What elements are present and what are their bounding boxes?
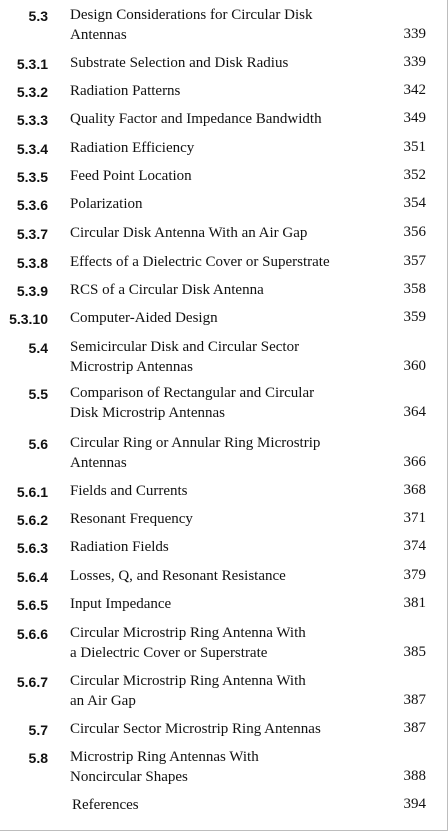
page-number: 381 [403,595,426,611]
section-number: 5.3.3 [16,112,48,128]
section-number: 5.6.6 [16,626,48,642]
section-number: 5.3.10 [9,311,48,327]
section-number: 5.3.2 [16,84,48,100]
section-title: Design Considerations for Circular Disk Antennas [70,7,313,43]
section-number: 5.3.1 [16,56,48,72]
section-number: 5.3.4 [16,141,48,157]
section-title: Polarization [70,196,143,212]
section-number: 5.6.3 [16,540,48,556]
section-title: RCS of a Circular Disk Antenna [70,282,264,298]
section-title: References [72,797,139,813]
section-title: Microstrip Ring Antennas With Noncircular Shapes [70,749,259,785]
page-number: 387 [403,720,426,736]
page-number: 388 [403,768,426,784]
section-number: 5.3.9 [16,283,48,299]
section-title: Effects of a Dielectric Cover or Superstrate [70,254,330,270]
page-number: 342 [403,82,426,98]
section-number: 5.4 [28,340,48,356]
section-number: 5.6.1 [16,484,48,500]
page-number: 359 [403,309,426,325]
page-number: 352 [403,167,426,183]
section-title: Quality Factor and Impedance Bandwidth [70,111,322,127]
page-number: 387 [403,692,426,708]
section-title: Losses, Q, and Resonant Resistance [70,568,286,584]
section-number: 5.3 [28,8,48,24]
section-title: Circular Microstrip Ring Antenna With a Dielectric Cover or Superstrate [70,625,306,661]
page-number: 394 [403,796,426,812]
section-number: 5.6 [28,436,48,452]
page-number: 357 [403,253,426,269]
section-number: 5.7 [28,722,48,738]
section-number: 5.3.8 [16,255,48,271]
section-number: 5.3.7 [16,226,48,242]
section-number: 5.8 [28,750,48,766]
page-number: 360 [403,358,426,374]
section-title: Circular Disk Antenna With an Air Gap [70,225,308,241]
section-number: 5.6.4 [16,569,48,585]
section-title: Feed Point Location [70,168,192,184]
page-number: 364 [403,404,426,420]
page-number: 339 [403,54,426,70]
section-number: 5.5 [28,386,48,402]
section-title: Radiation Efficiency [70,140,195,156]
page-number: 379 [403,567,426,583]
page-number: 374 [403,538,426,554]
section-title: Radiation Patterns [70,83,181,99]
page-number: 356 [403,224,426,240]
section-title: Comparison of Rectangular and Circular Disk Microstrip Antennas [70,385,315,421]
page-number: 366 [403,454,426,470]
section-title: Substrate Selection and Disk Radius [70,55,289,71]
section-title: Computer-Aided Design [70,310,218,326]
page-number: 351 [403,139,426,155]
page-number: 385 [403,644,426,660]
section-title: Fields and Currents [70,483,188,499]
section-number: 5.6.2 [16,512,48,528]
section-title: Circular Sector Microstrip Ring Antennas [70,721,321,737]
page-number: 354 [403,195,426,211]
section-title: Semicircular Disk and Circular Sector Microstrip Antennas [70,339,300,375]
page-number: 349 [403,110,426,126]
section-title: Resonant Frequency [70,511,193,527]
section-number: 5.3.6 [16,197,48,213]
page-number: 358 [403,281,426,297]
page-number: 368 [403,482,426,498]
section-title: Circular Ring or Annular Ring Microstrip Antennas [70,435,321,471]
section-number: 5.6.7 [16,674,48,690]
section-title: Input Impedance [70,596,172,612]
section-number: 5.3.5 [16,169,48,185]
page-number: 339 [403,26,426,42]
section-title: Radiation Fields [70,539,169,555]
section-number: 5.6.5 [16,597,48,613]
page-number: 371 [403,510,426,526]
section-title: Circular Microstrip Ring Antenna With an Air Gap [70,673,306,709]
